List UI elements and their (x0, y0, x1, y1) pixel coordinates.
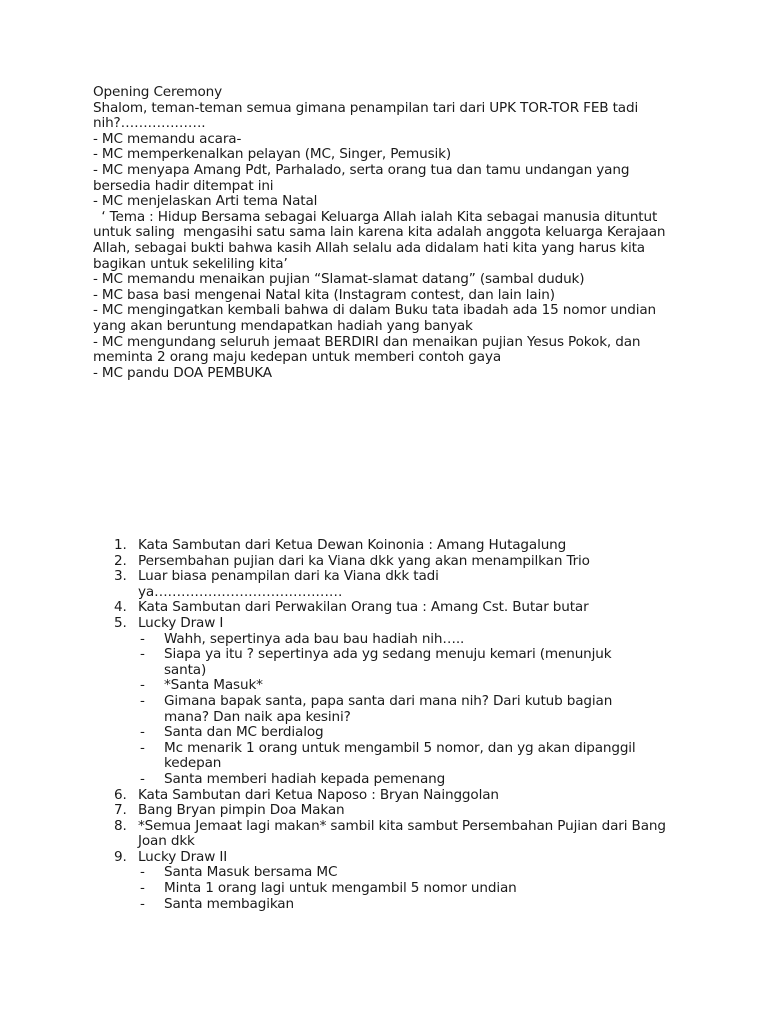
sub-item-text: Gimana bapak santa, papa santa dari mana nih? Dari kutub bagian mana? Dan naik apa kesini? (164, 692, 617, 725)
dash-bullet: - (140, 692, 145, 709)
agenda-item (110, 554, 690, 570)
sub-item-text: Wahh, sepertinya ada bau bau hadiah nih….. (164, 630, 465, 647)
item-text: Kata Sambutan dari Perwakilan Orang tua : Amang Cst. Butar butar (138, 599, 589, 616)
dash-bullet: - (140, 864, 145, 881)
item-number: 3. (114, 568, 127, 585)
intro-line: - MC mengundang seluruh jemaat BERDIRI dan menaikan pujian Yesus Pokok, dan meminta 2 orang maju kedepan untuk memberi contoh gaya (93, 333, 645, 366)
agenda-item (110, 819, 690, 850)
sub-item (110, 897, 690, 913)
sub-item (110, 772, 690, 788)
intro-line: - MC menjelaskan Arti tema Natal (93, 193, 318, 210)
item-number: 5. (114, 614, 127, 631)
sub-item (110, 678, 690, 694)
sub-item (110, 881, 690, 897)
agenda-item (110, 850, 690, 866)
sub-item (110, 865, 690, 881)
sub-item-text: *Santa Masuk* (164, 677, 263, 694)
intro-line: - MC mengingatkan kembali bahwa di dalam Buku tata ibadah ada 15 nomor undian yang akan beruntung mendapatkan hadiah yang banyak (93, 302, 661, 334)
item-number: 8. (114, 817, 127, 834)
item-number: 7. (114, 802, 127, 819)
dash-bullet: - (140, 895, 145, 912)
agenda-item (110, 569, 690, 600)
intro-line: - MC pandu DOA PEMBUKA (93, 364, 272, 381)
intro-line: - MC memandu acara- (93, 130, 242, 147)
agenda-item (110, 600, 690, 616)
dash-bullet: - (140, 646, 145, 663)
item-number: 4. (114, 599, 127, 616)
item-number: 9. (114, 848, 127, 865)
item-text: Kata Sambutan dari Ketua Naposo : Bryan Nainggolan (138, 786, 499, 803)
dash-bullet: - (140, 724, 145, 741)
intro-line: - MC menyapa Amang Pdt, Parhalado, serta orang tua dan tamu undangan yang bersedia hadir ditempat ini (93, 161, 634, 194)
item-text: Lucky Draw I (138, 614, 224, 631)
item-text: Luar biasa penampilan dari ka Viana dkk tadi ya…………………………………… (138, 568, 443, 600)
sub-item (110, 632, 690, 648)
item-text: Bang Bryan pimpin Doa Makan (138, 802, 345, 819)
dash-bullet: - (140, 630, 145, 647)
sub-item (110, 725, 690, 741)
item-text: Lucky Draw II (138, 848, 228, 865)
item-number: 2. (114, 552, 127, 569)
agenda-item (110, 616, 690, 632)
sub-item-text: Minta 1 orang lagi untuk mengambil 5 nomor undian (164, 880, 517, 897)
agenda-item (110, 803, 690, 819)
item-number: 1. (114, 537, 127, 553)
sub-item-text: Santa memberi hadiah kepada pemenang (164, 770, 446, 787)
agenda-item (110, 788, 690, 804)
dash-bullet: - (140, 770, 145, 787)
sub-item-text: Siapa ya itu ? sepertinya ada yg sedang menuju kemari (menunjuk santa) (164, 646, 616, 678)
intro-line: - MC memandu menaikan pujian “Slamat-slamat datang” (sambal duduk) (93, 271, 585, 288)
sub-item-text: Santa membagikan (164, 895, 294, 912)
dash-bullet: - (140, 739, 145, 756)
numbered-agenda-list (110, 538, 690, 912)
opening-ceremony-section (93, 85, 683, 381)
sub-item-text: Santa Masuk bersama MC (164, 864, 338, 881)
sub-item (110, 647, 690, 678)
intro-line: - MC memperkenalkan pelayan (MC, Singer, Pemusik) (93, 146, 452, 163)
intro-line: - MC basa basi mengenai Natal kita (Instagram contest, dan lain lain) (93, 286, 555, 303)
sub-item-text: Santa dan MC berdialog (164, 724, 324, 741)
item-number: 6. (114, 786, 127, 803)
dash-bullet: - (140, 880, 145, 897)
item-text: *Semua Jemaat lagi makan* sambil kita sambut Persembahan Pujian dari Bang Joan dkk (138, 817, 671, 850)
sub-item-text: Mc menarik 1 orang untuk mengambil 5 nomor, dan yg akan dipanggil kedepan (164, 739, 640, 772)
theme-paragraph: ‘ Tema : Hidup Bersama sebagai Keluarga Allah ialah Kita sebagai manusia dituntut untuk saling mengasihi satu sama lain karena kita adalah anggota keluarga Kerajaan Allah, sebagai bukti bahwa kasih Allah selalu ada didalam hati kita yang harus kita bagikan untuk sekeliling kita’ (93, 208, 670, 272)
agenda-item (110, 538, 690, 554)
sub-item (110, 741, 690, 772)
item-text: Kata Sambutan dari Ketua Dewan Koinonia : Amang Hutagalung (138, 537, 567, 553)
dash-bullet: - (140, 677, 145, 694)
intro-line: Shalom, teman-teman semua gimana penampilan tari dari UPK TOR-TOR FEB tadi nih?………………. (93, 99, 643, 132)
item-text: Persembahan pujian dari ka Viana dkk yang akan menampilkan Trio (138, 552, 590, 569)
section-title: Opening Ceremony (93, 84, 222, 100)
sub-item (110, 694, 690, 725)
